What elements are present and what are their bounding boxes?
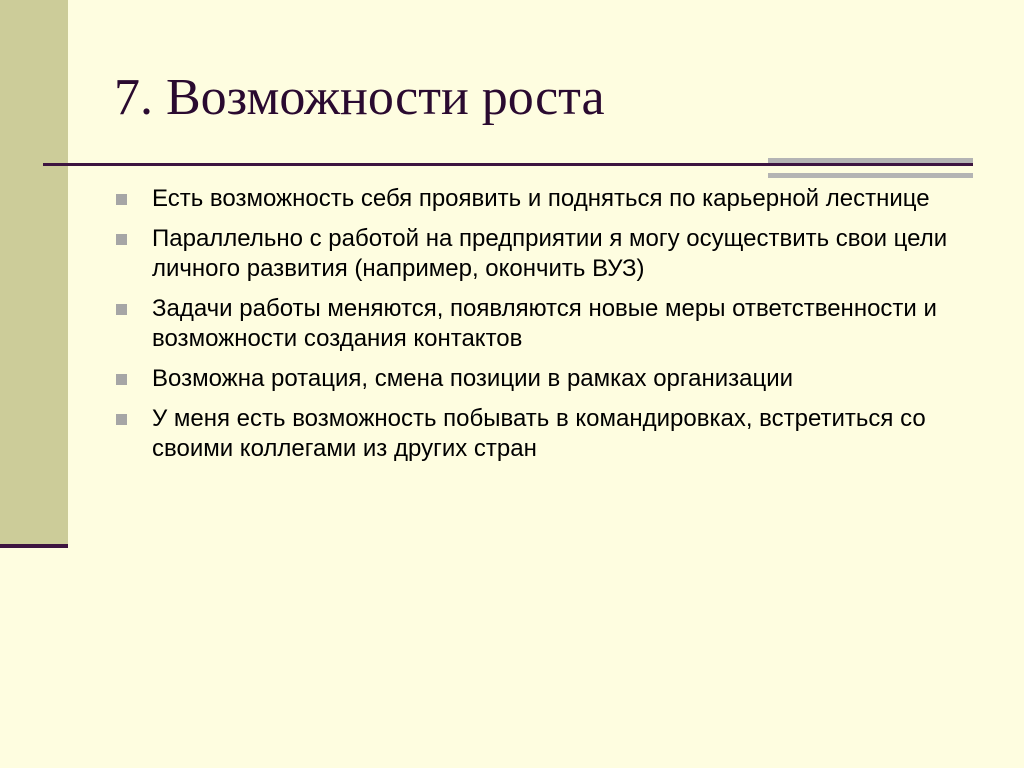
bullet-list <box>114 184 974 474</box>
left-band-underline <box>0 544 68 548</box>
slide-title: 7. Возможности роста <box>114 69 605 126</box>
bullet-text: У меня есть возможность побывать в командировках, встретиться со своими коллегами из других стран <box>152 405 926 462</box>
square-bullet-icon <box>116 374 127 385</box>
bullet-text: Есть возможность себя проявить и подняться по карьерной лестнице <box>152 185 930 212</box>
bullet-item <box>114 364 974 394</box>
square-bullet-icon <box>116 414 127 425</box>
divider-accent-top <box>768 158 973 163</box>
divider-accent-bottom <box>768 173 973 178</box>
bullet-item <box>114 184 974 214</box>
bullet-item <box>114 224 974 284</box>
left-decorative-band <box>0 0 68 544</box>
bullet-text: Задачи работы меняются, появляются новые меры ответственности и возможности создания контактов <box>152 295 937 352</box>
bullet-text: Параллельно с работой на предприятии я могу осуществить свои цели личного развития (например, окончить ВУЗ) <box>152 225 948 282</box>
bullet-item <box>114 404 974 464</box>
bullet-text: Возможна ротация, смена позиции в рамках организации <box>152 365 794 392</box>
bullet-item <box>114 294 974 354</box>
square-bullet-icon <box>116 304 127 315</box>
square-bullet-icon <box>116 194 127 205</box>
title-divider <box>43 163 973 166</box>
square-bullet-icon <box>116 234 127 245</box>
